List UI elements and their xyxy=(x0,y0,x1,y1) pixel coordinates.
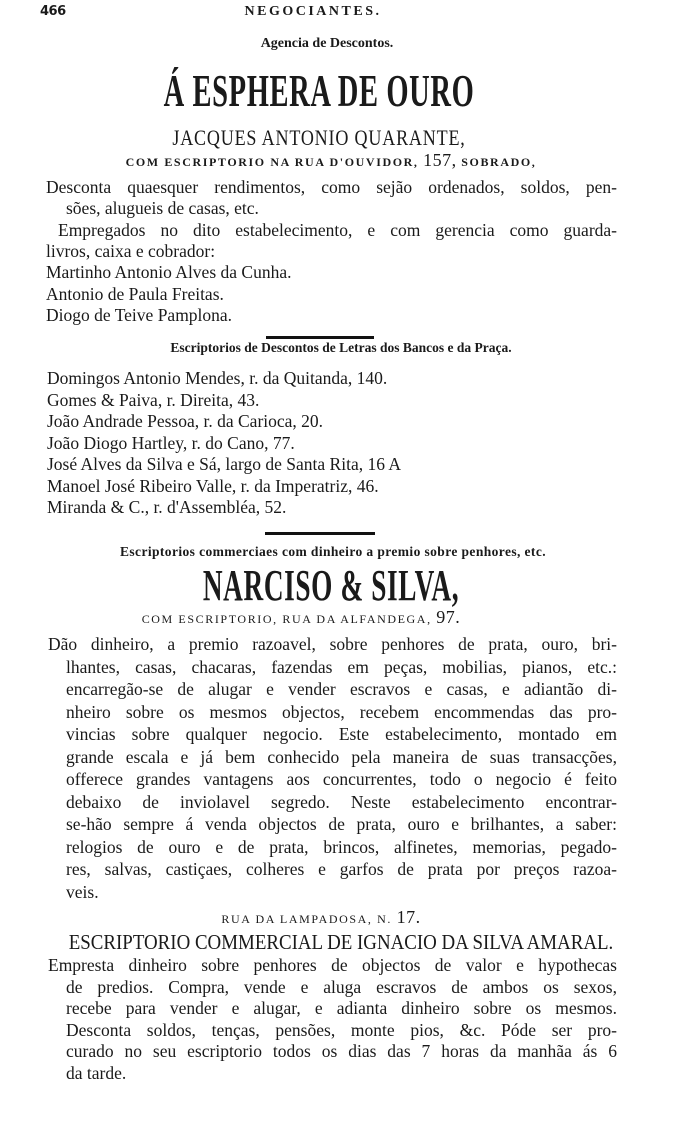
text-line: vincias sobre qualquer negocio. Este estabelecimento, montado em xyxy=(66,724,617,744)
address-suffix: SOBRADO, xyxy=(461,155,537,169)
text-line: livros, caixa e cobrador: xyxy=(46,240,216,261)
text-line: grande escala e já bem conhecido pela maneira de suas transacções, xyxy=(66,746,617,767)
text-line: João Diogo Hartley, r. do Cano, 77. xyxy=(47,432,295,453)
text-line: Desconta soldos, tenças, pensões, monte pios, &c. Póde ser pro- xyxy=(66,1019,617,1040)
text-line: veis. xyxy=(66,881,99,902)
text-line: res, salvas, castiçaes, colheres e garfos de prata por preços razoa- xyxy=(66,859,617,879)
text-line: de predios. Compra, vende e aluga escravos de ambos os sexos, xyxy=(66,976,617,997)
section3-title: NARCISO & SILVA, xyxy=(202,561,460,610)
text-line: Empregados no dito estabelecimento, e com gerencia como guarda- xyxy=(58,219,617,240)
text-line: da tarde. xyxy=(66,1063,127,1083)
text-line: encarregão-se de alugar e vender escravos e casas, e adiantão di- xyxy=(66,679,617,699)
text-line: Martinho Antonio Alves da Cunha. xyxy=(46,262,292,283)
section4-title: ESCRIPTORIO COMMERCIAL DE IGNACIO DA SILVA AMARAL. xyxy=(68,930,614,954)
text-line: se-hão sempre á venda objectos de prata, ouro e brilhantes, a saber: xyxy=(66,814,617,834)
address-number: 157, xyxy=(423,150,457,170)
address-text: COM ESCRIPTORIO, RUA DA ALFANDEGA, xyxy=(141,612,432,626)
text-line: lhantes, casas, chacaras, fazendas em peças, mobilias, pianos, etc.: xyxy=(66,656,617,677)
page-number: 466 xyxy=(40,4,66,19)
section4-address xyxy=(0,907,662,928)
text-line: Manoel José Ribeiro Valle, r. da Imperatriz, 46. xyxy=(47,475,379,496)
text-line: nheiro sobre os mesmos objectos, recebem encommendas das pro- xyxy=(66,701,617,722)
text-line: Dão dinheiro, a premio razoavel, sobre penhores de prata, ouro, bri- xyxy=(48,634,617,654)
text-line: Gomes & Paiva, r. Direita, 43. xyxy=(47,389,260,410)
address-text: RUA DA LAMPADOSA, N. xyxy=(221,912,392,926)
divider-rule xyxy=(265,532,375,535)
text-line: Diogo de Teive Pamplona. xyxy=(46,304,233,325)
text-line: João Andrade Pessoa, r. da Carioca, 20. xyxy=(47,411,324,431)
text-line: Miranda & C., r. d'Assembléa, 52. xyxy=(47,497,287,517)
text-line: curado no seu escriptorio todos os dias das 7 horas da manhãa ás 6 xyxy=(66,1041,617,1062)
section2-heading: Escriptorios de Descontos de Letras dos Bancos e da Praça. xyxy=(170,340,512,355)
text-line: debaixo de inviolavel segredo. Neste estabelecimento encontrar- xyxy=(66,791,617,812)
address-number: 17. xyxy=(396,907,421,927)
section1-address xyxy=(0,150,672,171)
section1-heading: Agencia de Descontos. xyxy=(260,36,394,51)
divider-rule xyxy=(266,336,374,339)
text-line: Antonio de Paula Freitas. xyxy=(46,283,224,304)
section1-title: Á ESPHERA DE OURO xyxy=(163,65,475,116)
text-line: recebe para vender e alugar, e adianta dinheiro sobre os mesmos. xyxy=(66,998,617,1019)
section3-address xyxy=(0,607,642,628)
text-line: José Alves da Silva e Sá, largo de Santa Rita, 16 A xyxy=(47,454,402,474)
text-line: relogios de ouro e de prata, brincos, alfinetes, memorias, pegado- xyxy=(66,836,617,857)
address-number: 97. xyxy=(436,607,461,627)
text-line: Domingos Antonio Mendes, r. da Quitanda, 140. xyxy=(47,368,388,388)
section3-heading: Escriptorios commerciaes com dinheiro a premio sobre penhores, etc. xyxy=(120,544,546,559)
text-line: Empresta dinheiro sobre penhores de objectos de valor e hypothecas xyxy=(48,955,617,975)
text-line: offerece grandes vantagens aos concurrentes, todo o negocio é feito xyxy=(66,769,617,789)
running-title: NEGOCIANTES. xyxy=(244,4,382,19)
text-line: sões, alugueis de casas, etc. xyxy=(66,198,259,219)
section1-proprietor: JACQUES ANTONIO QUARANTE, xyxy=(172,125,466,150)
text-line: Desconta quaesquer rendimentos, como sejão ordenados, soldos, pen- xyxy=(46,177,617,197)
address-text: COM ESCRIPTORIO NA RUA D'OUVIDOR, xyxy=(125,155,419,169)
